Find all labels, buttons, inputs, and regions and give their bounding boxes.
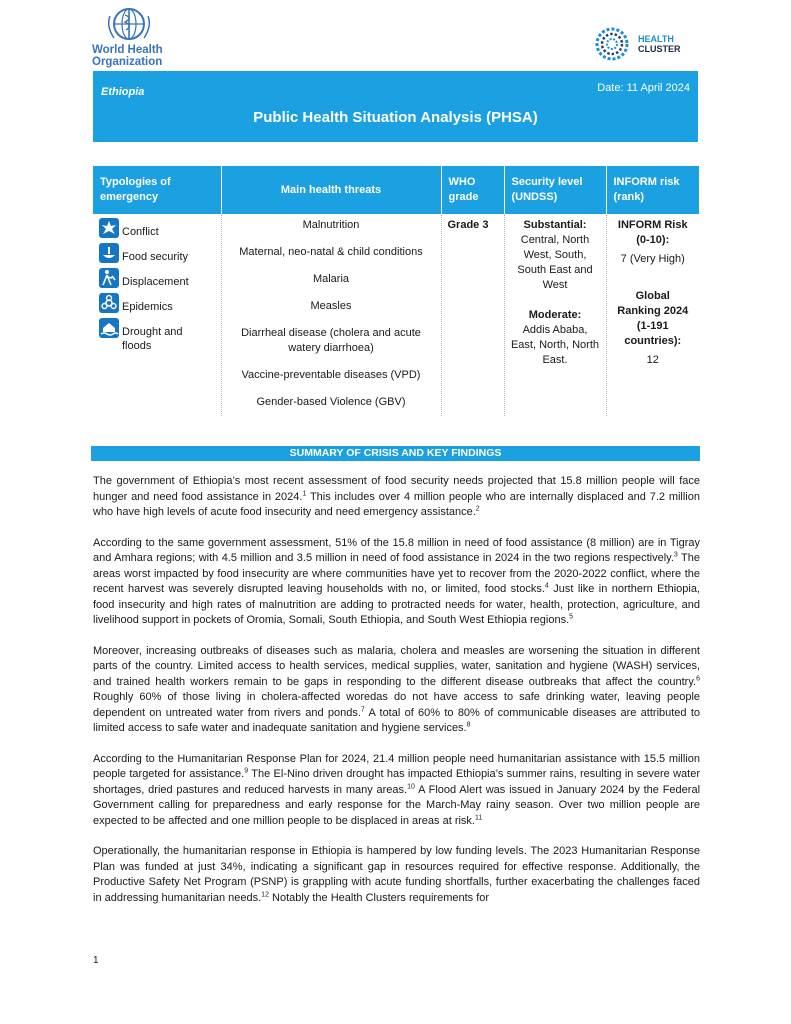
typology-label: Conflict — [122, 226, 159, 238]
who-logo — [92, 6, 182, 70]
threat-item: Maternal, neo-natal & child conditions — [239, 246, 423, 258]
footnote-ref[interactable]: 11 — [475, 813, 483, 821]
summary-body — [93, 474, 700, 921]
footnote-ref[interactable]: 5 — [569, 613, 574, 621]
health-cluster-text — [638, 34, 681, 54]
typology-label: Drought and floods — [122, 326, 183, 352]
footnote-ref[interactable]: 6 — [696, 674, 700, 682]
footnote-ref[interactable]: 7 — [360, 705, 365, 713]
security-moderate-label: Moderate: — [528, 309, 582, 321]
report-date: Date: 11 April 2024 — [597, 82, 690, 94]
text-run: A total of 60% to 80% of communicable diseases are attributed to limited access to safe water and inadequate sanitation and hygiene services. — [93, 706, 700, 734]
inform-risk-value: 7 (Very High) — [620, 253, 685, 265]
threat-item: Diarrheal disease (cholera and acute watery diarrhoea) — [241, 327, 421, 354]
who-logo-text — [92, 44, 163, 68]
text-run: Notably the Health Clusters requirements for — [268, 891, 490, 904]
typologies-cell — [93, 214, 221, 416]
security-substantial-areas: Central, North West, South, South East and West — [517, 234, 593, 291]
country-label: Ethiopia — [101, 86, 145, 98]
title-banner — [93, 71, 698, 142]
who-logo-line1: World Health — [92, 44, 163, 56]
header-typologies: Typologies of emergency — [93, 166, 221, 214]
header-inform-risk: INFORM risk (rank) — [606, 166, 699, 214]
epidemics-icon — [99, 293, 119, 313]
threat-item: Malaria — [312, 273, 350, 285]
threat-item: Vaccine-preventable diseases (VPD) — [241, 369, 421, 381]
text-run: Roughly 60% of those living in cholera-affected woredas do not have access to safe drinking water, leaving people dependent on untreated water from rivers and ponds. — [93, 691, 700, 719]
threat-item: Gender-based Violence (GBV) — [256, 396, 406, 408]
header-main-threats: Main health threats — [221, 166, 441, 214]
typology-label: Food security — [122, 251, 189, 263]
text-run: Moreover, increasing outbreaks of diseases such as malaria, cholera and measles are worsening the situation in different parts of the country. Limited access to health services, medical supplies, water, sanitation and hygiene (WASH) services, and trained health workers remain to be gaps in responding to the different disease outbreaks that affect the country. — [93, 644, 700, 688]
inform-risk-label: INFORM Risk (0-10): — [617, 219, 688, 246]
header-who-grade: WHO grade — [441, 166, 504, 214]
page-number: 1 — [93, 955, 99, 966]
paragraph — [93, 752, 700, 830]
text-run: A Flood Alert was issued in January 2024 by the Federal Government calling for preparedness and early response for the March-May rainy season. Over two million people are expected to be affected and one million people to be displaced in areas at risk. — [93, 783, 701, 827]
text-run: Operationally, the humanitarian response in Ethiopia is hampered by low funding levels. The 2023 Humanitarian Response Plan was funded at just 34%, indicating a significant gap in resources required for effective response. Additionally, the Productive Safety Net Program (PSNP) is grappling with acute funding shortfalls, further exacerbating the challenges faced in addressing humanitarian needs. — [93, 845, 700, 904]
security-level-cell — [504, 214, 606, 416]
footnote-ref[interactable]: 8 — [466, 721, 471, 729]
who-grade-cell — [441, 214, 504, 416]
header-security-level: Security level (UNDSS) — [504, 166, 606, 214]
summary-heading: SUMMARY OF CRISIS AND KEY FINDINGS — [91, 446, 700, 461]
overview-table — [93, 166, 700, 416]
typology-food-security — [99, 243, 215, 264]
food-security-icon — [99, 243, 119, 263]
table-header-row — [93, 166, 699, 214]
text-run: The El-Nino driven drought has impacted Ethiopia’s summer rains, resulting in severe water shortages, dried pastures and reduced harvests in many areas. — [93, 768, 700, 796]
typology-conflict — [99, 218, 215, 239]
typology-displacement — [99, 268, 215, 289]
paragraph — [93, 844, 700, 906]
threat-item: Malnutrition — [302, 219, 360, 231]
paragraph — [93, 474, 700, 521]
text-run: According to the same government assessment, 51% of the 15.8 million in need of food assistance (8 million) are in Tigray and Amhara regions; with 4.5 million and 3.5 million in need of food assistance in 2024 in the two regions respectively. — [93, 536, 700, 564]
table-row — [93, 214, 699, 416]
footnote-ref[interactable]: 1 — [302, 489, 307, 497]
typology-drought-floods — [99, 318, 215, 353]
who-grade-value: Grade 3 — [447, 219, 489, 231]
drought-floods-icon — [99, 318, 119, 338]
footnote-ref[interactable]: 9 — [244, 767, 249, 775]
threat-item: Measles — [310, 300, 352, 312]
text-run: The government of Ethiopia’s most recent assessment of food security needs projected that 15.8 million people will face hunger and need food assistance in 2024. — [93, 475, 700, 503]
conflict-icon — [99, 218, 119, 238]
health-cluster-logo — [594, 26, 704, 66]
hc-logo-line1: HEALTH — [638, 34, 674, 44]
page-title: Public Health Situation Analysis (PHSA) — [253, 109, 538, 126]
typology-label: Displacement — [122, 276, 189, 288]
text-run: This includes over 4 million people who are internally displaced and 7.2 million who have high levels of acute food insecurity and need emergency assistance. — [93, 490, 700, 518]
who-logo-line2: Organization — [92, 56, 163, 68]
paragraph — [93, 644, 700, 737]
footnote-ref[interactable]: 10 — [407, 782, 415, 790]
footnote-ref[interactable]: 2 — [475, 505, 480, 513]
inform-risk-cell — [606, 214, 699, 416]
main-threats-cell — [221, 214, 441, 416]
security-substantial-label: Substantial: — [523, 219, 587, 231]
displacement-icon — [99, 268, 119, 288]
global-ranking-label: Global Ranking 2024 (1-191 countries): — [617, 290, 689, 347]
text-run: According to the Humanitarian Response Plan for 2024, 21.4 million people need humanitarian assistance with 15.5 million people targeted for assistance. — [93, 752, 700, 780]
typology-label: Epidemics — [122, 301, 173, 313]
text-run: Just like in northern Ethiopia, food insecurity and high rates of malnutrition are adding to protracted needs for water, health, protection, agriculture, and livelihood support in pockets of Oromia, Somali, South Ethiopia, and South West Ethiopia regions. — [93, 583, 700, 626]
text-run: The areas worst impacted by food insecurity are where communities have yet to recover from the 2020-2022 conflict, where the recent harvest was severely disrupted leaving households with no, or limited, food stocks. — [93, 552, 701, 595]
global-ranking-value: 12 — [646, 354, 659, 366]
who-emblem-icon — [104, 6, 154, 46]
footnote-ref[interactable]: 12 — [261, 890, 269, 898]
paragraph — [93, 536, 700, 629]
footnote-ref[interactable]: 3 — [673, 551, 678, 559]
typology-epidemics — [99, 293, 215, 314]
footnote-ref[interactable]: 4 — [544, 582, 549, 590]
security-moderate-areas: Addis Ababa, East, North, North East. — [510, 324, 600, 366]
hc-logo-line2: CLUSTER — [638, 44, 681, 54]
health-cluster-emblem-icon — [594, 26, 630, 62]
